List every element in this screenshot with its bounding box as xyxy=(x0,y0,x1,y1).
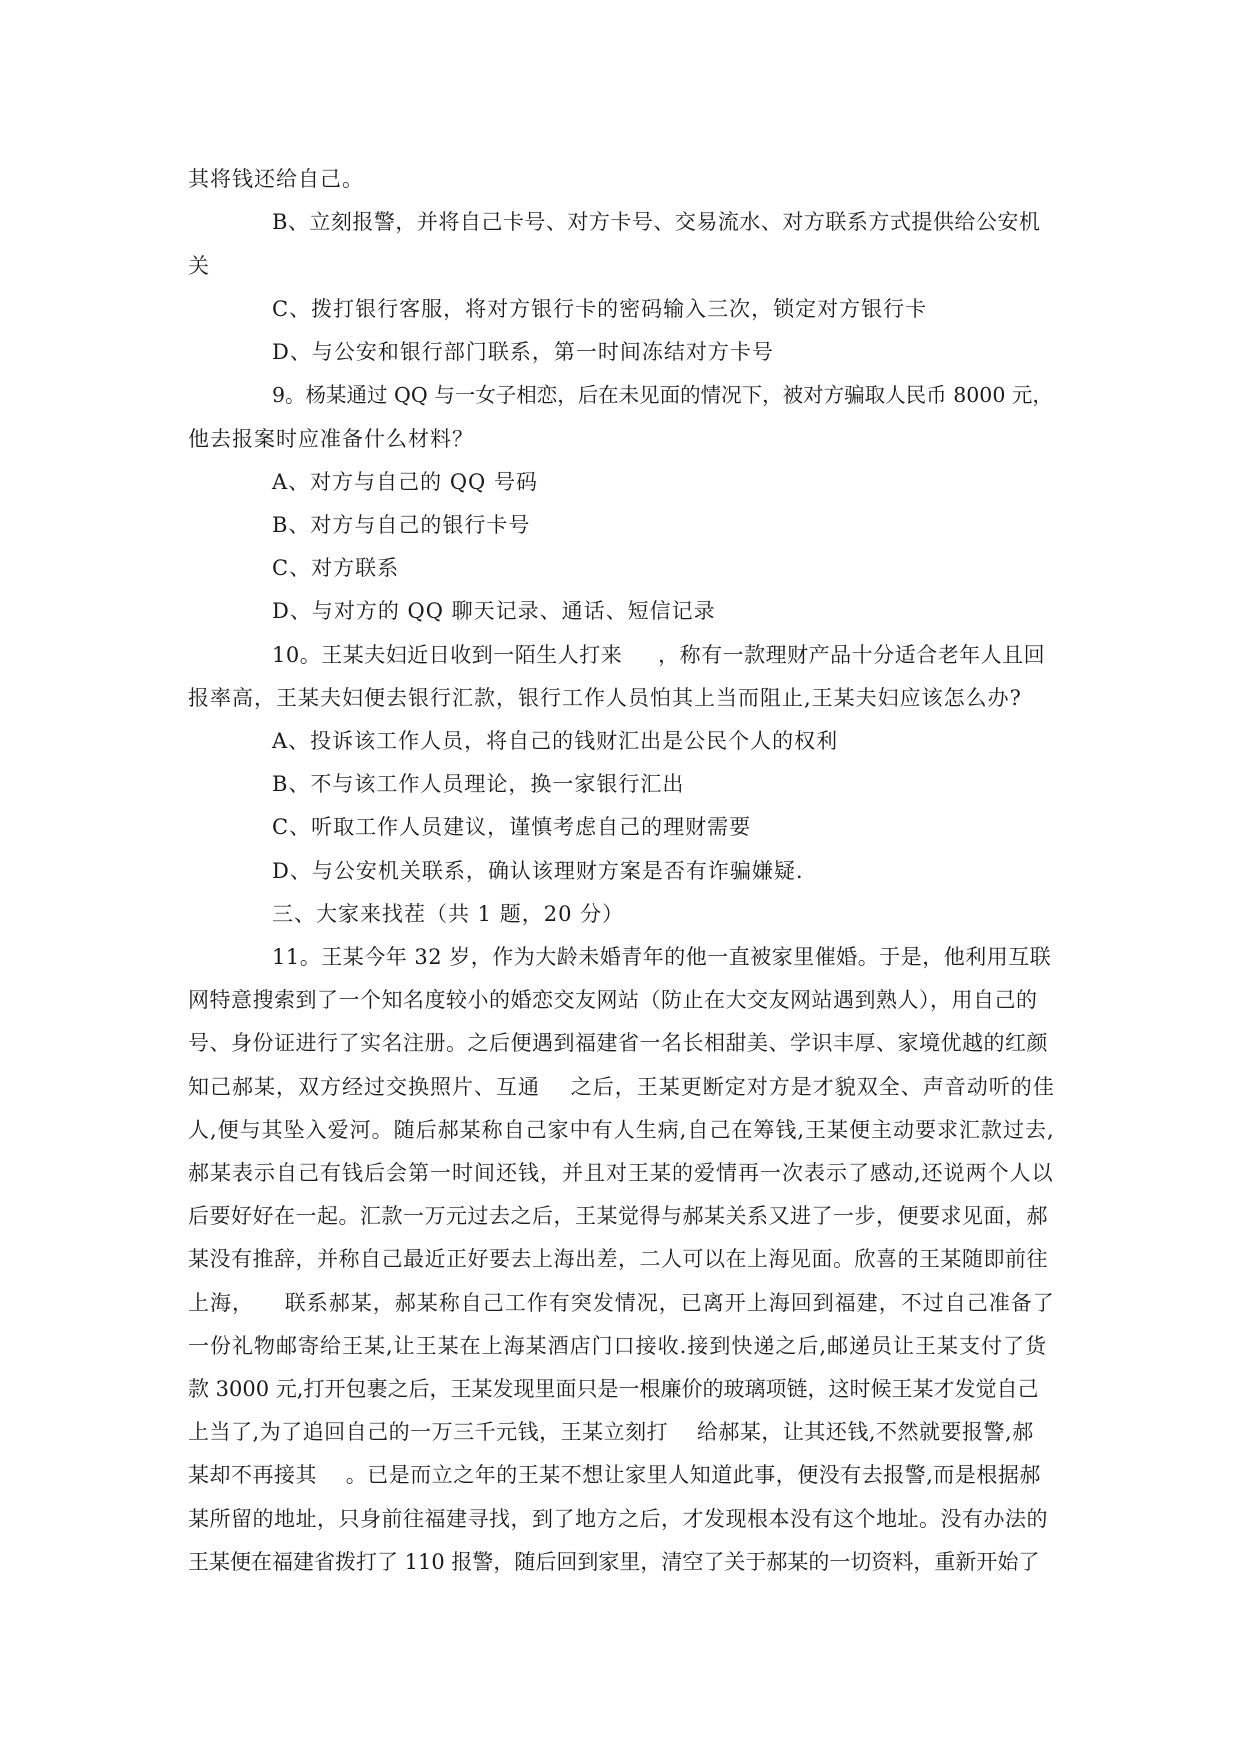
text-line: 10。王某夫妇近日收到一陌生人打来 ，称有一款理财产品十分适合老年人且回 xyxy=(272,643,1046,667)
text-line: 王某便在福建省拨打了 110 报警，随后回到家里，清空了关于郝某的一切资料，重新开始了 xyxy=(188,1550,1040,1574)
text-line: A、投诉该工作人员，将自己的钱财汇出是公民个人的权利 xyxy=(272,729,839,753)
text-line: 后要好好在一起。汇款一万元过去之后，王某觉得与郝某关系又进了一步，便要求见面，郝 xyxy=(188,1204,1048,1228)
text-line: 11。王某今年 32 岁，作为大龄未婚青年的他一直被家里催婚。于是，他利用互联 xyxy=(272,945,1052,969)
text-line: 某却不再接其 。已是而立之年的王某不想让家里人知道此事，便没有去报警,而是根据郝 xyxy=(188,1463,1041,1487)
text-line: 网特意搜索到了一个知名度较小的婚恋交友网站（防止在大交友网站遇到熟人），用自己的 xyxy=(188,988,1038,1012)
text-line: C、听取工作人员建议，谨慎考虑自己的理财需要 xyxy=(272,815,752,839)
text-line: 其将钱还给自己。 xyxy=(188,167,364,191)
text-line: 某所留的地址，只身前往福建寻找，到了地方之后，才发现根本没有这个地址。没有办法的 xyxy=(188,1507,1048,1531)
text-line: C、拨打银行客服，将对方银行卡的密码输入三次，锁定对方银行卡 xyxy=(272,297,928,321)
text-line: C、对方联系 xyxy=(272,556,400,580)
text-line: A、对方与自己的 QQ 号码 xyxy=(272,470,538,494)
text-line: 他去报案时应准备什么材料？ xyxy=(188,427,474,451)
text-line: 人,便与其坠入爱河。随后郝某称自己家中有人生病,自己在筹钱,王某便主动要求汇款过去, xyxy=(188,1118,1055,1142)
text-line: D、与公安和银行部门联系，第一时间冻结对方卡号 xyxy=(272,340,774,364)
text-line: 款 3000 元,打开包裹之后，王某发现里面只是一根廉价的玻璃项链，这时候王某才发觉自己 xyxy=(188,1377,1039,1401)
text-line: 上海， 联系郝某，郝某称自己工作有突发情况，已离开上海回到福建，不过自己准备了 xyxy=(188,1291,1055,1315)
text-line: 郝某表示自己有钱后会第一时间还钱，并且对王某的爱情再一次表示了感动,还说两个人以 xyxy=(188,1161,1054,1185)
section-heading: 三、大家来找茬（共 1 题，20 分） xyxy=(272,902,625,926)
text-line: D、与对方的 QQ 聊天记录、通话、短信记录 xyxy=(272,599,716,623)
text-line: 知己郝某，双方经过交换照片、互通 之后，王某更断定对方是才貌双全、声音动听的佳 xyxy=(188,1075,1055,1099)
text-line: 某没有推辞，并称自己最近正好要去上海出差，二人可以在上海见面。欣喜的王某随即前往 xyxy=(188,1247,1048,1271)
text-line: 号、身份证进行了实名注册。之后便遇到福建省一名长相甜美、学识丰厚、家境优越的红颜 xyxy=(188,1031,1048,1055)
text-line: 关 xyxy=(188,254,210,278)
text-line: B、不与该工作人员理论，换一家银行汇出 xyxy=(272,772,685,796)
text-line: D、与公安机关联系，确认该理财方案是否有诈骗嫌疑. xyxy=(272,859,804,883)
text-line: 报率高，王某夫妇便去银行汇款，银行工作人员怕其上当而阻止,王某夫妇应该怎么办? xyxy=(188,686,1022,710)
text-line: 上当了,为了追回自己的一万三千元钱，王某立刻打 给郝某，让其还钱,不然就要报警,郝 xyxy=(188,1420,1034,1444)
text-line: 一份礼物邮寄给王某,让王某在上海某酒店门口接收.接到快递之后,邮递员让王某支付了货 xyxy=(188,1334,1048,1358)
text-line: B、立刻报警，并将自己卡号、对方卡号、交易流水、对方联系方式提供给公安机 xyxy=(272,210,1041,234)
text-line: 9。杨某通过 QQ 与一女子相恋，后在未见面的情况下，被对方骗取人民币 8000 元， xyxy=(272,383,1053,407)
text-line: B、对方与自己的银行卡号 xyxy=(272,513,531,537)
